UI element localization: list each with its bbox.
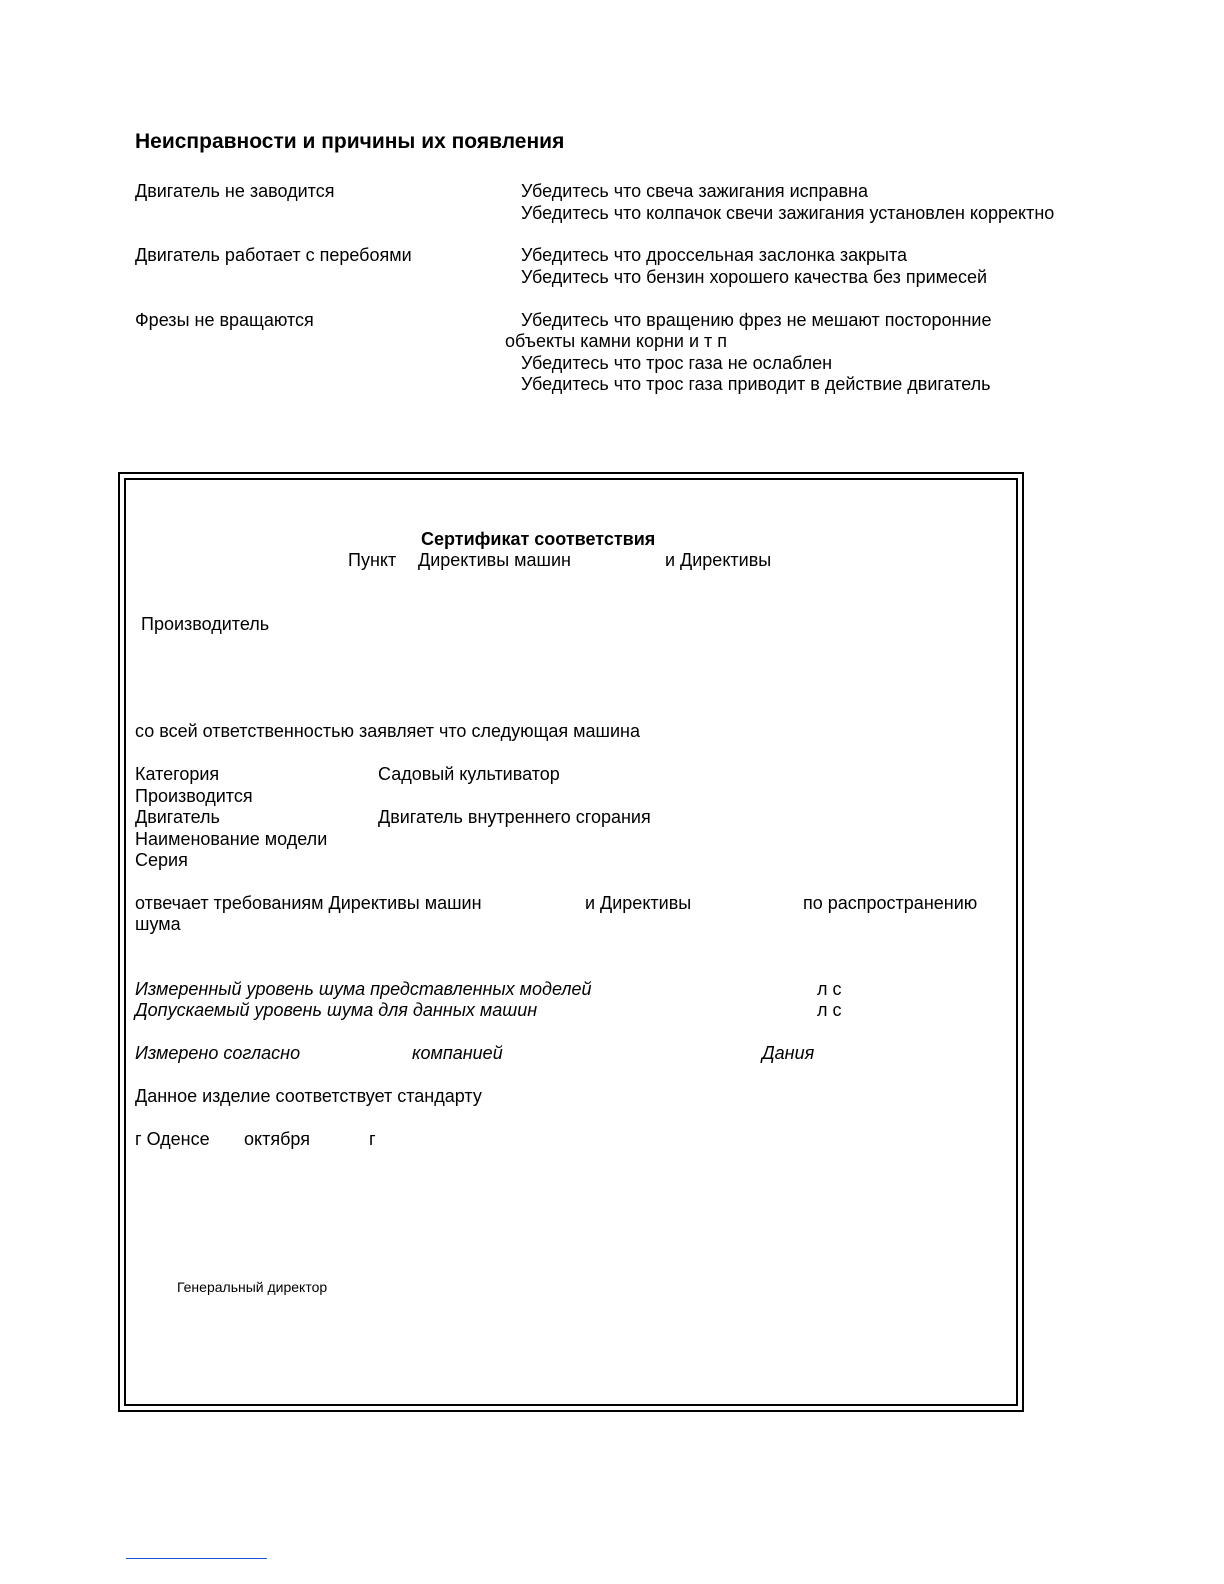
measured-by-country: Дания [762, 1043, 815, 1063]
signatory-title: Генеральный директор [177, 1279, 328, 1295]
cause-line: Убедитесь что дроссельная заслонка закрыта [521, 245, 908, 265]
date-year-suffix: г [369, 1129, 376, 1149]
model-label: Наименование модели [135, 829, 328, 849]
permissible-noise-unit: л с [817, 1000, 842, 1020]
standard-text: Данное изделие соответствует стандарту [135, 1086, 482, 1106]
compliance-text: по распространению [803, 893, 978, 913]
cause-line: Убедитесь что трос газа не ослаблен [521, 353, 833, 373]
cause-line: Убедитесь что бензин хорошего качества без примесей [521, 267, 988, 287]
compliance-text: шума [135, 914, 181, 934]
manufacturer-label: Производитель [141, 614, 270, 634]
declaration-text: со всей ответственностью заявляет что следующая машина [135, 721, 640, 741]
cause-line: Убедитесь что колпачок свечи зажигания установлен корректно [521, 203, 1055, 223]
engine-value: Двигатель внутреннего сгорания [378, 807, 651, 827]
date-city: г Оденсе [135, 1129, 210, 1149]
troubleshooting-title: Неисправности и причины их появления [135, 130, 565, 153]
series-label: Серия [135, 850, 188, 870]
measured-by-company: компанией [412, 1043, 503, 1063]
certificate-subtitle-and-directives: и Директивы [665, 550, 772, 570]
problem-label: Фрезы не вращаются [135, 310, 314, 330]
problem-label: Двигатель не заводится [135, 181, 335, 201]
problem-label: Двигатель работает с перебоями [135, 245, 412, 265]
produced-label: Производится [135, 786, 253, 806]
certificate-subtitle-directive: Директивы машин [418, 550, 571, 570]
measured-by-text: Измерено согласно [135, 1043, 301, 1063]
measured-noise-label: Измеренный уровень шума представленных моделей [135, 979, 592, 999]
compliance-text: отвечает требованиям Директивы машин [135, 893, 482, 913]
category-label: Категория [135, 764, 220, 784]
compliance-text: и Директивы [585, 893, 692, 913]
certificate-title: Сертификат соответствия [421, 529, 656, 549]
measured-noise-unit: л с [817, 979, 842, 999]
cause-line: Убедитесь что трос газа приводит в действие двигатель [521, 374, 991, 394]
cause-line: объекты камни корни и т п [505, 331, 728, 351]
date-month: октября [244, 1129, 310, 1149]
cause-line: Убедитесь что свеча зажигания исправна [521, 181, 868, 201]
certificate-subtitle-point: Пункт [348, 550, 397, 570]
footnote-divider [126, 1558, 267, 1559]
engine-label: Двигатель [135, 807, 220, 827]
permissible-noise-label: Допускаемый уровень шума для данных машин [135, 1000, 538, 1020]
category-value: Садовый культиватор [378, 764, 560, 784]
cause-line: Убедитесь что вращению фрез не мешают посторонние [521, 310, 992, 330]
